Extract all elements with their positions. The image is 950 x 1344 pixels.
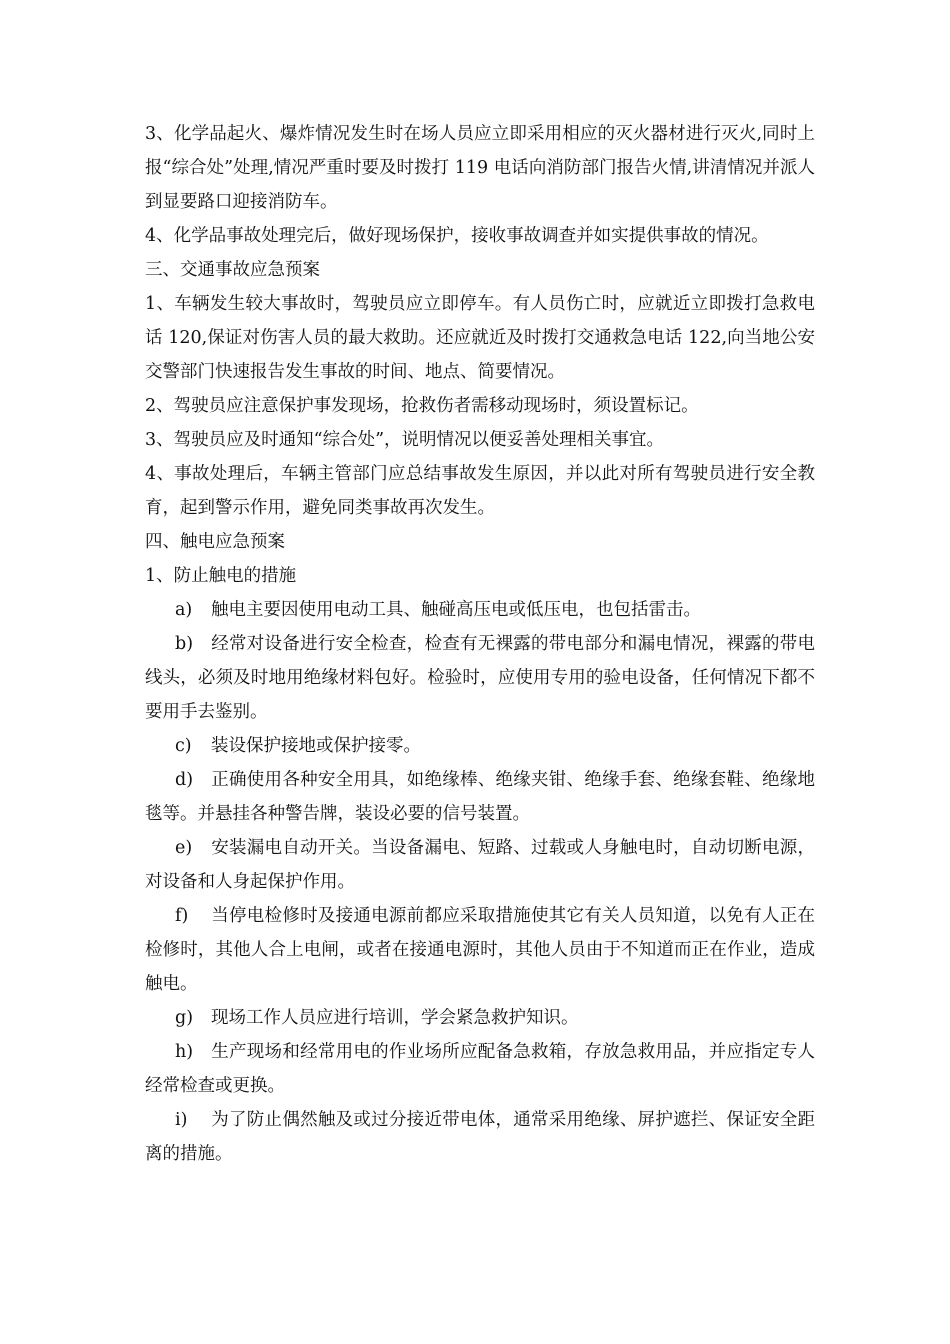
- measure-item-i: [145, 1103, 815, 1171]
- measure-text: 装设保护接地或保护接零。: [211, 736, 421, 756]
- measure-item-a: [145, 593, 815, 627]
- measure-label: g): [175, 1008, 194, 1028]
- measure-label: f): [175, 906, 189, 926]
- measure-label: a): [175, 600, 193, 620]
- measure-label: e): [175, 838, 193, 858]
- paragraph-traffic-scene: 2、驾驶员应注意保护事发现场，抢救伤者需移动现场时，须设置标记。: [145, 396, 699, 416]
- measure-item-b: [145, 627, 815, 729]
- section-heading-electric-shock: 四、触电应急预案: [145, 532, 285, 552]
- measure-label: d): [175, 770, 194, 790]
- measure-label: c): [175, 736, 192, 756]
- section-heading-traffic: 三、交通事故应急预案: [145, 260, 320, 280]
- measure-text: 当停电检修时及接通电源前都应采取措施使其它有关人员知道，以免有人正在检修时，其他人合上电闸，或者在接通电源时，其他人员由于不知道而正在作业，造成触电。: [145, 906, 815, 994]
- measure-text: 正确使用各种安全用具，如绝缘棒、绝缘夹钳、绝缘手套、绝缘套鞋、绝缘地毯等。并悬挂各种警告牌，装设必要的信号装置。: [145, 770, 815, 824]
- measure-item-f: [145, 899, 815, 1001]
- measure-item-h: [145, 1035, 815, 1103]
- subheading-shock-prevention: 1、防止触电的措施: [145, 566, 297, 586]
- measure-label: b): [175, 634, 194, 654]
- measure-text: 现场工作人员应进行培训，学会紧急救护知识。: [211, 1008, 579, 1028]
- paragraph-traffic-notify: 3、驾驶员应及时通知“综合处”，说明情况以便妥善处理相关事宜。: [145, 430, 665, 450]
- measure-label: i): [175, 1110, 188, 1130]
- paragraph-traffic-stop: 1、车辆发生较大事故时，驾驶员应立即停车。有人员伤亡时，应就近立即拨打急救电话 120,保证对伤害人员的最大救助。还应就近及时拨打交通救急电话 122,向当地公安交警部门快速报告发生事故的时间、地点、简要情况。: [145, 294, 815, 382]
- measure-item-g: [145, 1001, 815, 1035]
- measure-text: 经常对设备进行安全检查，检查有无裸露的带电部分和漏电情况，裸露的带电线头，必须及时地用绝缘材料包好。检验时，应使用专用的验电设备，任何情况下都不要用手去鉴别。: [145, 634, 815, 722]
- measure-text: 触电主要因使用电动工具、触碰高压电或低压电，也包括雷击。: [211, 600, 701, 620]
- measure-item-d: [145, 763, 815, 831]
- measure-label: h): [175, 1042, 194, 1062]
- paragraph-chemical-aftermath: 4、化学品事故处理完后，做好现场保护，接收事故调查并如实提供事故的情况。: [145, 226, 769, 246]
- measure-item-c: [145, 729, 815, 763]
- measure-item-e: [145, 831, 815, 899]
- document-body: [145, 117, 815, 1171]
- measure-text: 生产现场和经常用电的作业场所应配备急救箱，存放急救用品，并应指定专人经常检查或更换。: [145, 1042, 815, 1096]
- measure-text: 为了防止偶然触及或过分接近带电体，通常采用绝缘、屏护遮拦、保证安全距离的措施。: [145, 1110, 815, 1164]
- paragraph-chemical-fire: 3、化学品起火、爆炸情况发生时在场人员应立即采用相应的灭火器材进行灭火,同时上报“综合处”处理,情况严重时要及时拨打 119 电话向消防部门报告火情,讲清情况并派人到显要路口迎接消防车。: [145, 124, 815, 212]
- measure-text: 安装漏电自动开关。当设备漏电、短路、过载或人身触电时，自动切断电源，对设备和人身起保护作用。: [145, 838, 815, 892]
- paragraph-traffic-review: 4、事故处理后，车辆主管部门应总结事故发生原因，并以此对所有驾驶员进行安全教育，起到警示作用，避免同类事故再次发生。: [145, 464, 815, 518]
